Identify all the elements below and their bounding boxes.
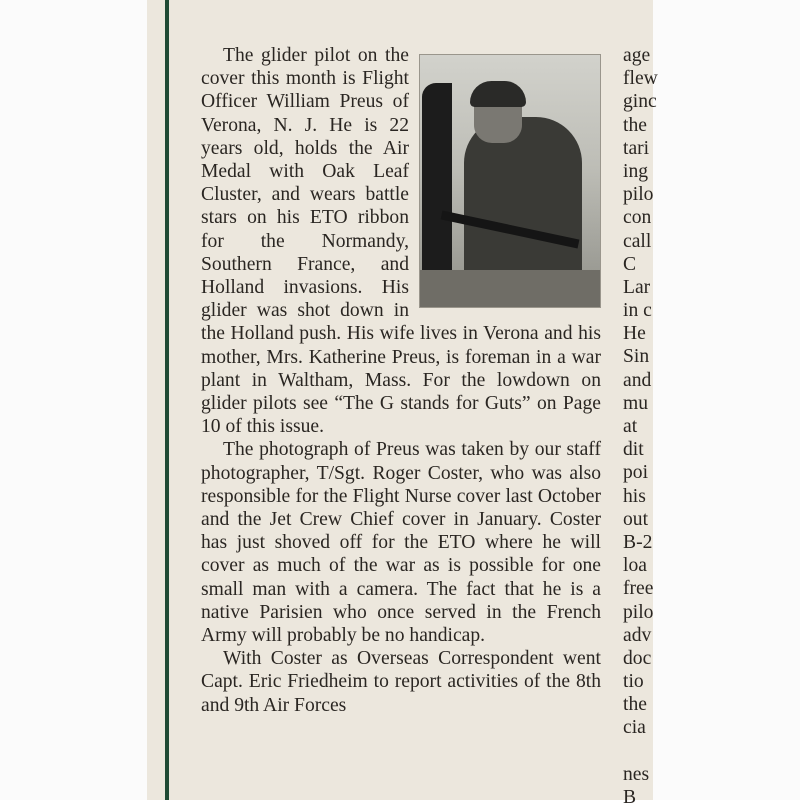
- glider-frame-shape: [420, 270, 600, 307]
- next-column-line: out: [623, 508, 649, 530]
- next-column-line: age: [623, 45, 651, 66]
- next-column-line: loa: [623, 555, 647, 577]
- next-column-line: doc: [623, 647, 652, 669]
- next-column-line: C: [623, 253, 637, 275]
- article-paragraph: The photograph of Preus was taken by our staff photographer, T/Sgt. Roger Coster, who was also responsible for the Flight Nurse cover last October and the Jet Crew Chief cover in January. Coster has just shoved off for the ETO where he will cover as much of the war as is possible for one small man with a camera. The fact that he is a native Parisien who once served in the French Army will probably be no handicap.: [201, 439, 601, 647]
- page-margin-rule: [165, 0, 169, 800]
- next-column-line: tio: [623, 671, 644, 693]
- article-paragraph: The glider pilot on the cover this month is Flight Officer William Preus of Verona, N. J. He is 22 years old, holds the Air Medal with Oak Leaf Cluster, and wears battle stars on his ETO ribbon for the Normandy, Southern France, and Holland invasions. His glider was shot down in the Holland push. His wife lives in Verona and his mother, Mrs. Katherine Preus, is foreman in a war plant in Waltham, Mass. For the lowdown on glider pilots see “The G stands for Guts” on Page 10 of this issue.: [201, 45, 601, 438]
- next-column-line: He: [623, 323, 646, 345]
- magazine-page: [147, 0, 658, 808]
- background-left: [0, 0, 147, 800]
- next-column-line: ing: [623, 160, 649, 182]
- article-column: [201, 44, 601, 717]
- next-column-line: mu: [623, 392, 649, 414]
- next-column-line: the: [623, 694, 647, 716]
- next-column-line: and: [623, 369, 652, 391]
- next-column-line: at: [623, 416, 638, 437]
- next-column-line: in c: [623, 300, 652, 322]
- next-column-line: free: [623, 578, 654, 600]
- next-column-line: con: [623, 207, 652, 229]
- next-column-line: B: [623, 787, 637, 808]
- next-column-line: pilo: [623, 601, 654, 623]
- next-column-line: ginc: [623, 91, 657, 113]
- next-column-line: poi: [623, 462, 649, 484]
- cover-pilot-photo: [419, 54, 601, 308]
- next-column-line: cia: [623, 717, 646, 739]
- next-column-line: pilo: [623, 184, 654, 206]
- next-column-line: flew: [623, 68, 658, 90]
- article-paragraph: With Coster as Overseas Correspondent went Capt. Eric Friedheim to report activities of the 8th and 9th Air Forces: [201, 648, 601, 716]
- next-column-line: adv: [623, 624, 652, 646]
- next-column-line: tari: [623, 137, 650, 159]
- next-column-line: B-2: [623, 531, 653, 553]
- next-column-line: Sin: [623, 346, 650, 368]
- pilot-helmet-shape: [470, 81, 526, 107]
- next-column-line: the: [623, 114, 647, 136]
- next-column-line: nes: [623, 763, 650, 785]
- next-column-line: Lar: [623, 276, 651, 298]
- next-column-line: dit: [623, 439, 644, 461]
- next-column-line: [623, 740, 703, 763]
- next-column-text: [623, 44, 703, 809]
- next-column-line: his: [623, 485, 646, 507]
- next-column-line: call: [623, 230, 652, 252]
